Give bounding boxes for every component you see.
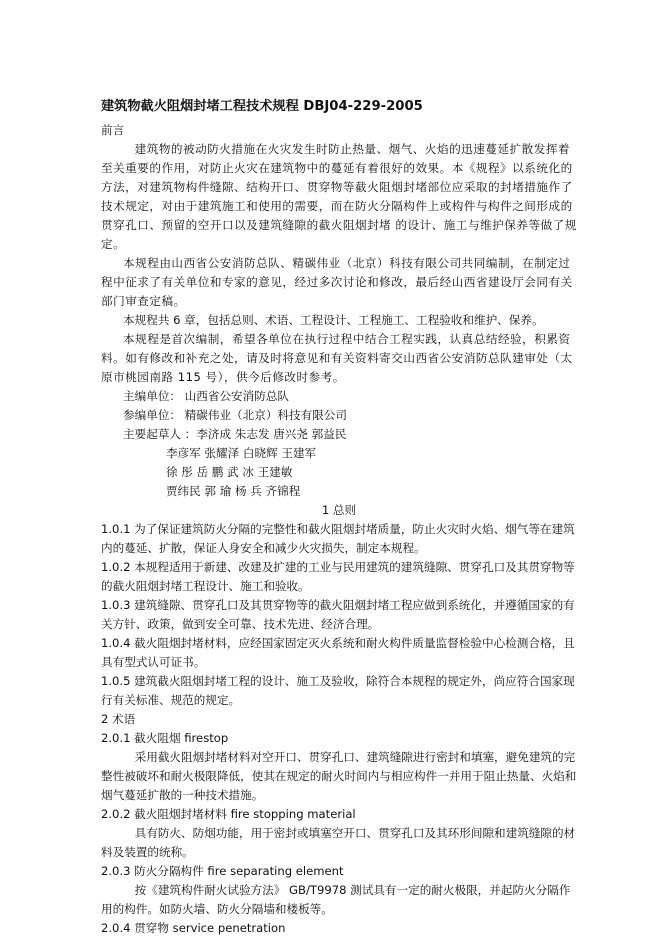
term-title: 2.0.1 截火阻烟 firestop	[101, 731, 229, 745]
preface-paragraph: 本规程由山西省公安消防总队、精碳伟业（北京）科技有限公司共同编制，在制定过程中征求了有关单位和专家的意见，经过多次讨论和修改，最后经山西省建设厅会同有关部门审查定稿。	[101, 256, 573, 308]
clause: 1.0.2 本规程适用于新建、改建及扩建的工业与民用建筑的建筑缝隙、贯穿孔口及其贯穿物等的截火阻烟封堵工程设计、施工和验收。	[101, 560, 575, 593]
drafters-label: 主要起草人 ：李济成 朱志发 唐兴尧 郭益民	[123, 427, 347, 441]
clause: 1.0.3 建筑缝隙、贯穿孔口及其贯穿物等的截火阻烟封堵工程应做到系统化，并遵循国家的有关方针、政策，做到安全可靠、技术先进、经济合理。	[101, 598, 575, 631]
term-title: 2.0.3 防火分隔构件 fire separating element	[101, 864, 344, 878]
preface-paragraph: 建筑物的被动防火措施在火灾发生时防止热量、烟气、火焰的迅速蔓延扩散发挥着至关重要的作用，对防止火灾在建筑物中的蔓延有着很好的效果。本《规程》以系统化的方法，对建筑物构件缝隙、结构开口、贯穿物等截火阻烟封堵部位应采取的封堵措施作了技术规定，对由于建筑施工和使用的需要，而在防火分隔构件上或构件与构件之间形成的贯穿孔口、预留的空开口以及建筑缝隙的截火阻烟封堵 的设计、施工与维护保养等做了规定。	[101, 142, 577, 251]
drafters-row: 李彦军 张耀泽 白晓辉 王建军	[165, 446, 317, 460]
term-definition: 按《建筑构件耐火试验方法》 GB/T9978 测试具有一定的耐火极限，并起防火分隔作用的构件。如防火墙、防火分隔墙和楼板等。	[101, 883, 571, 916]
preface-heading: 前言	[101, 123, 125, 137]
chief-editor-unit: 主编单位： 山西省公安消防总队	[123, 389, 290, 403]
clause: 1.0.1 为了保证建筑防火分隔的完整性和截火阻烟封堵质量，防止火灾时火焰、烟气等在建筑内的蔓延、扩散，保证人身安全和减少火灾损失，制定本规程。	[101, 522, 575, 555]
chapter-2-heading: 2 术语	[101, 712, 136, 726]
drafters-row: 徐 彤 岳 鹏 武 冰 王建敏	[165, 465, 293, 479]
clause: 1.0.5 建筑截火阻烟封堵工程的设计、施工及验收，除符合本规程的规定外，尚应符合国家现行有关标准、规范的规定。	[101, 674, 575, 707]
chapter-1-heading: 1 总则	[321, 503, 357, 517]
drafters-row: 贾纬民 郭 瑜 杨 兵 齐锦程	[165, 484, 301, 498]
term-title: 2.0.4 贯穿物 service penetration	[101, 921, 286, 935]
document-title: 建筑物截火阻烟封堵工程技术规程 DBJ04-229-2005	[101, 99, 423, 114]
preface-paragraph: 本规程共 6 章，包括总则、术语、工程设计、工程施工、工程验收和维护、保养。	[123, 313, 544, 327]
preface-paragraph: 本规程是首次编制，希望各单位在执行过程中结合工程实践，认真总结经验，积累资料。如有修改和补充之处，请及时将意见和有关资料寄交山西省公安消防总队建审处（太原市桃园南路 115 号），供今后修改时参考。	[101, 332, 573, 384]
participant-editor-unit: 参编单位： 精碳伟业（北京）科技有限公司	[123, 408, 347, 422]
term-definition: 采用截火阻烟封堵材料对空开口、贯穿孔口、建筑缝隙进行密封和填塞，避免建筑的完整性被破坏和耐火极限降低，使其在规定的耐火时间内与相应构件一并用于阻止热量、火焰和烟气蔓延扩散的一种技术措施。	[101, 750, 577, 802]
clause: 1.0.4 截火阻烟封堵材料，应经国家固定灭火系统和耐火构件质量监督检验中心检测合格，且具有型式认可证书。	[101, 636, 575, 669]
term-title: 2.0.2 截火阻烟封堵材料 fire stopping material	[101, 807, 356, 821]
term-definition: 具有防火、防烟功能，用于密封或填塞空开口、贯穿孔口及其环形间隙和建筑缝隙的材料及装置的统称。	[101, 826, 576, 859]
document-body	[101, 121, 577, 938]
